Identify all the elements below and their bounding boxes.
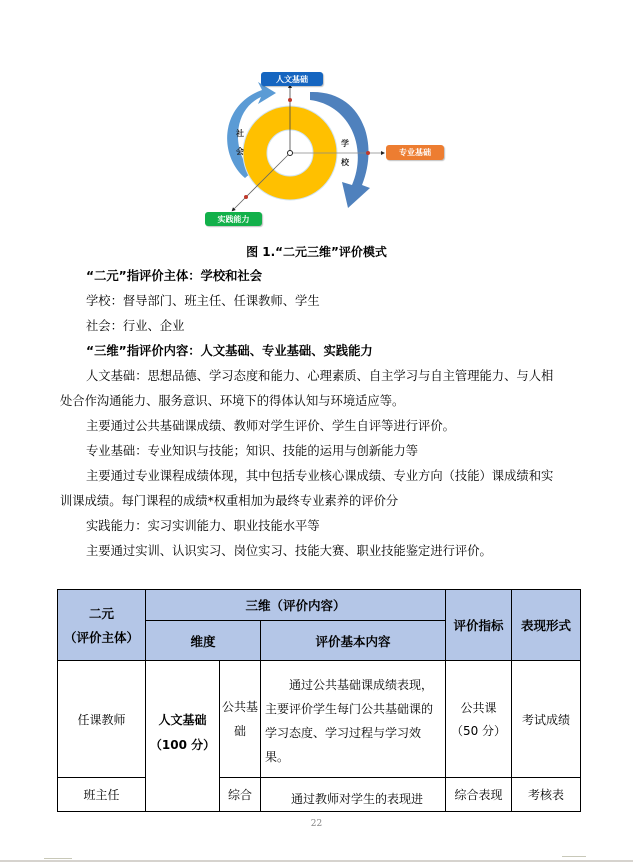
cell-sub-dimension: 公共基础 [220, 661, 261, 778]
evaluation-model-diagram [200, 60, 460, 240]
header-dimension: 维度 [146, 621, 261, 661]
header-indicator: 评价指标 [446, 590, 512, 661]
paragraph-professional-eval-cont: 训课成绩。每门课程的成绩*权重相加为最终专业素养的评价分 [60, 494, 399, 508]
header-subject-line1: 二元 [88, 606, 114, 621]
node-practice-label: 实践能力 [217, 214, 250, 224]
side-label-school-1: 学 [341, 139, 349, 148]
cell-sub-dimension: 综合 [220, 778, 261, 812]
side-label-society-2: 会 [236, 147, 244, 156]
cell-dimension [146, 661, 220, 812]
page-number: 22 [310, 819, 323, 829]
paragraph-practice-eval: 主要通过实训、认识实习、岗位实习、技能大赛、职业技能鉴定进行评价。 [86, 544, 492, 558]
paragraph-three-dimensions: “三维”指评价内容：人文基础、专业基础、实践能力 [86, 344, 373, 358]
cell-subject: 班主任 [58, 778, 146, 812]
header-three-dimensions: 三维（评价内容） [146, 590, 446, 621]
cell-dimension-line2: （100 分） [149, 738, 216, 752]
table-row [58, 661, 581, 778]
node-practice [205, 212, 262, 226]
header-form: 表现形式 [512, 590, 581, 661]
cell-content: 通过公共基础课成绩表现，主要评价学生每门公共基础课的学习态度、学习过程与学习效果。 [261, 661, 446, 778]
cell-content: 通过教师对学生的表现进 [261, 778, 446, 812]
node-humanities-label: 人文基础 [276, 74, 308, 84]
header-subject [58, 590, 146, 661]
side-label-school-2: 校 [341, 158, 349, 167]
paragraph-professional-eval: 主要通过专业课程成绩体现，其中包括专业核心课成绩、专业方向（技能）课成绩和实 [86, 469, 554, 483]
node-professional [386, 145, 444, 160]
node-humanities [261, 72, 323, 86]
page-edge-mark-right [562, 856, 586, 857]
cell-indicator-line1: 公共课 [460, 701, 497, 715]
header-subject-line2: （评价主体） [63, 630, 139, 645]
paragraph-school: 学校：督导部门、班主任、任课教师、学生 [86, 294, 320, 308]
paragraph-humanities-eval: 主要通过公共基础课成绩、教师对学生评价、学生自评等进行评价。 [86, 419, 455, 433]
cell-form: 考核表 [512, 778, 581, 812]
node-professional-label: 专业基础 [399, 148, 431, 157]
cell-indicator [446, 661, 512, 778]
paragraph-professional: 专业基础：专业知识与技能；知识、技能的运用与创新能力等 [86, 444, 419, 458]
cell-form: 考试成绩 [512, 661, 581, 778]
paragraph-practice: 实践能力：实习实训能力、职业技能水平等 [86, 519, 320, 533]
evaluation-table [57, 589, 581, 812]
side-label-society-1: 社 [236, 129, 244, 138]
figure-caption: 图 1.“二元三维”评价模式 [246, 245, 387, 259]
cell-indicator-line2: （50 分） [450, 724, 507, 738]
paragraph-humanities-cont: 处合作沟通能力、服务意识、环境下的得体认知与环境适应等。 [60, 394, 405, 408]
cell-dimension-line1: 人文基础 [158, 713, 207, 727]
table-row [58, 778, 581, 812]
paragraph-humanities: 人文基础：思想品德、学习态度和能力、心理素质、自主学习与自主管理能力、与人相 [86, 369, 554, 383]
header-content: 评价基本内容 [261, 621, 446, 661]
page-edge-mark-left [44, 858, 72, 859]
cell-indicator: 综合表现 [446, 778, 512, 812]
paragraph-two-subjects: “二元”指评价主体：学校和社会 [86, 269, 263, 283]
paragraph-society: 社会：行业、企业 [86, 319, 185, 333]
cell-subject: 任课教师 [58, 661, 146, 778]
